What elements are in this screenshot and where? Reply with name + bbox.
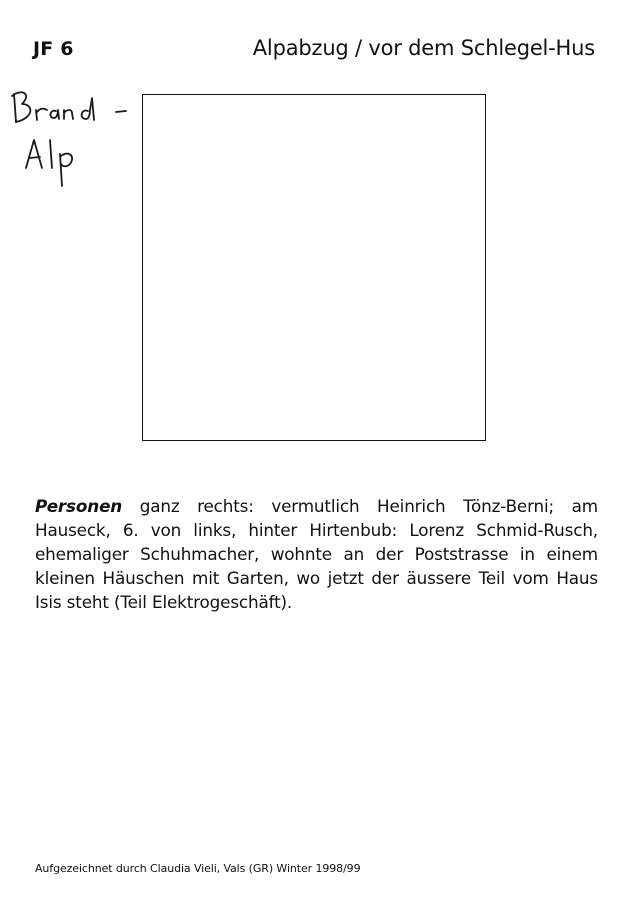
- photo-placeholder-frame: [142, 94, 486, 441]
- caption-lead: Personen: [35, 495, 123, 516]
- footer-credit: Aufgezeichnet durch Claudia Vieli, Vals (GR) Winter 1998/99: [35, 862, 361, 875]
- caption-paragraph: [35, 494, 598, 614]
- card-title: Alpabzug / vor dem Schlegel-Hus: [252, 36, 595, 60]
- card-id: JF 6: [33, 38, 74, 60]
- handwritten-note-brand-alp: [0, 80, 140, 210]
- caption-text: ganz rechts: vermutlich Heinrich Tönz-Berni; am Hauseck, 6. von links, hinter Hirtenbub: Lorenz Schmid-Rusch, ehemaliger Schuhmacher, wohnte an der Poststrasse in einem kleinen Häuschen mit Garten, wo jetzt der äussere Teil vom Haus Isis steht (Teil Elektrogeschäft).: [35, 495, 598, 612]
